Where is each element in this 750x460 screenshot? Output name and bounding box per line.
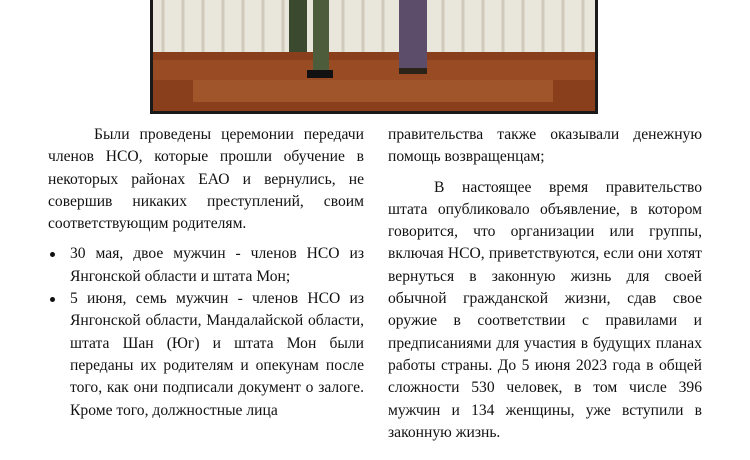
bullet-list bbox=[48, 243, 364, 421]
ceremony-photo bbox=[150, 0, 598, 114]
continuation-paragraph: правительства также оказывали денежную помощь возвращенцам; bbox=[388, 126, 702, 166]
list-item: 30 мая, двое мужчин - членов НСО из Янгонской области и штата Мон; bbox=[48, 243, 364, 288]
announcement-paragraph: В настоящее время правительство штата опубликовало объявление, в котором говорится, что организации или группы, включая НСО, приветствуются, если они хотят вернуться в законную жизнь для своей обычной гражданской жизни, сдав свое оружие в соответствии с правилами и предписаниями для участия в будущих планах работы страны. До 5 июня 2023 года в общей сложности 530 человек, в том числе 396 мужчин и 134 женщины, уже вступили в законную жизнь. bbox=[388, 178, 702, 441]
photo-scene bbox=[153, 0, 595, 114]
intro-paragraph: Были проведены церемонии передачи членов НСО, которые прошли обучение в некоторых районах ЕАО и вернулись, не совершив никаких преступлений, своим соответствующим родителям. bbox=[48, 126, 364, 233]
right-column bbox=[388, 124, 702, 444]
left-column bbox=[48, 124, 364, 422]
list-item: 5 июня, семь мужчин - членов НСО из Янгонской области, Мандалайской области, штата Шан (Юг) и штата Мон были переданы их родителям и опекунам после того, как они подписали документ о залоге. Кроме того, должностные лица bbox=[48, 288, 364, 422]
